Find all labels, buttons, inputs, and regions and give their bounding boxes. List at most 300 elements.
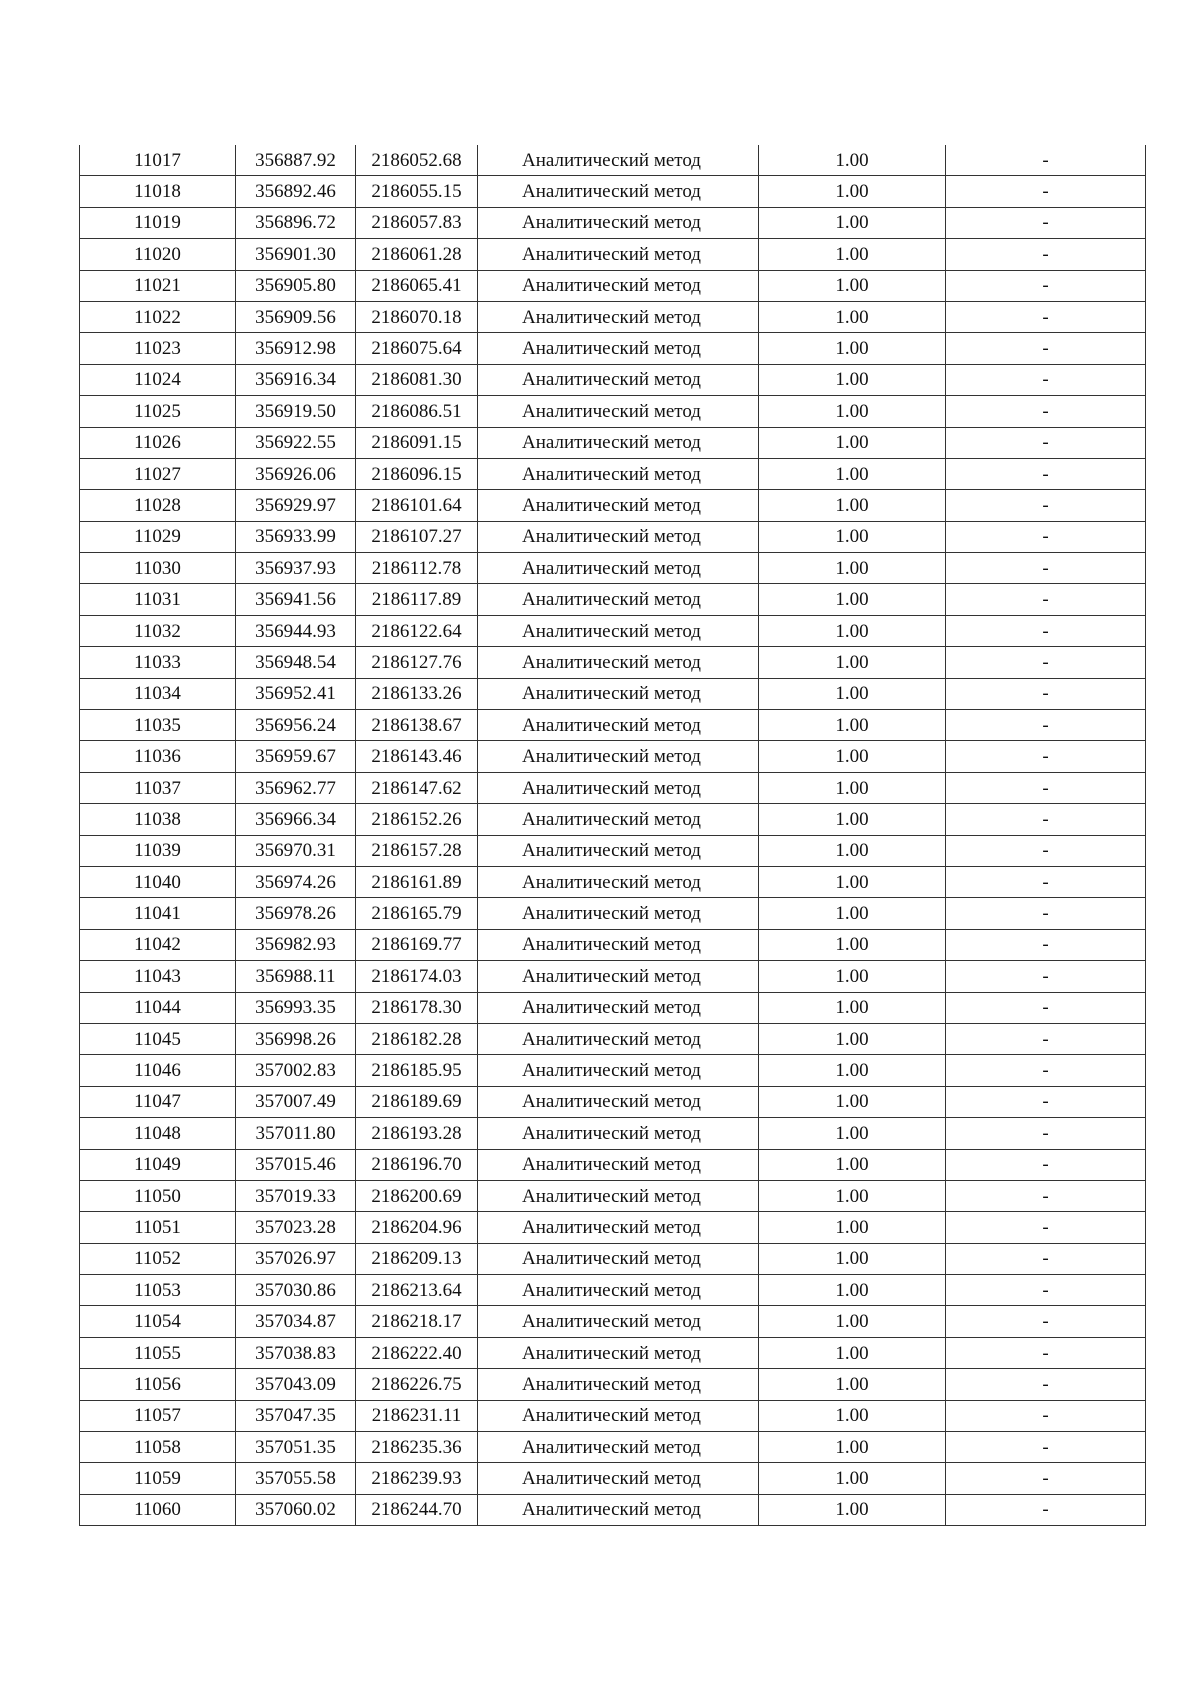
x-coordinate-cell: 356905.80 bbox=[236, 270, 356, 301]
point-number-cell: 11037 bbox=[80, 772, 236, 803]
table-row bbox=[80, 929, 1146, 960]
note-cell: - bbox=[946, 1275, 1146, 1306]
note-cell: - bbox=[946, 364, 1146, 395]
accuracy-cell: 1.00 bbox=[759, 961, 946, 992]
table-row bbox=[80, 145, 1146, 176]
x-coordinate-cell: 357055.58 bbox=[236, 1463, 356, 1494]
y-coordinate-cell: 2186112.78 bbox=[356, 553, 478, 584]
point-number-cell: 11030 bbox=[80, 553, 236, 584]
table-row bbox=[80, 1086, 1146, 1117]
y-coordinate-cell: 2186182.28 bbox=[356, 1023, 478, 1054]
note-cell: - bbox=[946, 270, 1146, 301]
y-coordinate-cell: 2186075.64 bbox=[356, 333, 478, 364]
note-cell: - bbox=[946, 929, 1146, 960]
note-cell: - bbox=[946, 961, 1146, 992]
method-cell: Аналитический метод bbox=[478, 1275, 759, 1306]
note-cell: - bbox=[946, 1118, 1146, 1149]
method-cell: Аналитический метод bbox=[478, 490, 759, 521]
y-coordinate-cell: 2186209.13 bbox=[356, 1243, 478, 1274]
y-coordinate-cell: 2186235.36 bbox=[356, 1432, 478, 1463]
point-number-cell: 11046 bbox=[80, 1055, 236, 1086]
accuracy-cell: 1.00 bbox=[759, 176, 946, 207]
point-number-cell: 11040 bbox=[80, 866, 236, 897]
method-cell: Аналитический метод bbox=[478, 1400, 759, 1431]
method-cell: Аналитический метод bbox=[478, 207, 759, 238]
table-row bbox=[80, 1149, 1146, 1180]
note-cell: - bbox=[946, 898, 1146, 929]
y-coordinate-cell: 2186244.70 bbox=[356, 1494, 478, 1525]
accuracy-cell: 1.00 bbox=[759, 239, 946, 270]
table-row bbox=[80, 1337, 1146, 1368]
accuracy-cell: 1.00 bbox=[759, 1243, 946, 1274]
y-coordinate-cell: 2186196.70 bbox=[356, 1149, 478, 1180]
accuracy-cell: 1.00 bbox=[759, 333, 946, 364]
x-coordinate-cell: 357060.02 bbox=[236, 1494, 356, 1525]
method-cell: Аналитический метод bbox=[478, 427, 759, 458]
point-number-cell: 11044 bbox=[80, 992, 236, 1023]
y-coordinate-cell: 2186133.26 bbox=[356, 678, 478, 709]
method-cell: Аналитический метод bbox=[478, 1180, 759, 1211]
method-cell: Аналитический метод bbox=[478, 1369, 759, 1400]
point-number-cell: 11048 bbox=[80, 1118, 236, 1149]
note-cell: - bbox=[946, 1149, 1146, 1180]
y-coordinate-cell: 2186122.64 bbox=[356, 615, 478, 646]
accuracy-cell: 1.00 bbox=[759, 1055, 946, 1086]
note-cell: - bbox=[946, 553, 1146, 584]
y-coordinate-cell: 2186117.89 bbox=[356, 584, 478, 615]
note-cell: - bbox=[946, 1337, 1146, 1368]
note-cell: - bbox=[946, 396, 1146, 427]
method-cell: Аналитический метод bbox=[478, 1306, 759, 1337]
accuracy-cell: 1.00 bbox=[759, 1212, 946, 1243]
note-cell: - bbox=[946, 1432, 1146, 1463]
point-number-cell: 11054 bbox=[80, 1306, 236, 1337]
method-cell: Аналитический метод bbox=[478, 333, 759, 364]
x-coordinate-cell: 356962.77 bbox=[236, 772, 356, 803]
table-row bbox=[80, 396, 1146, 427]
x-coordinate-cell: 356892.46 bbox=[236, 176, 356, 207]
x-coordinate-cell: 356912.98 bbox=[236, 333, 356, 364]
method-cell: Аналитический метод bbox=[478, 898, 759, 929]
table-row bbox=[80, 804, 1146, 835]
table-row bbox=[80, 490, 1146, 521]
x-coordinate-cell: 356959.67 bbox=[236, 741, 356, 772]
point-number-cell: 11017 bbox=[80, 145, 236, 176]
point-number-cell: 11035 bbox=[80, 710, 236, 741]
accuracy-cell: 1.00 bbox=[759, 427, 946, 458]
note-cell: - bbox=[946, 866, 1146, 897]
x-coordinate-cell: 356941.56 bbox=[236, 584, 356, 615]
x-coordinate-cell: 356926.06 bbox=[236, 458, 356, 489]
point-number-cell: 11049 bbox=[80, 1149, 236, 1180]
point-number-cell: 11026 bbox=[80, 427, 236, 458]
table-row bbox=[80, 207, 1146, 238]
accuracy-cell: 1.00 bbox=[759, 678, 946, 709]
point-number-cell: 11047 bbox=[80, 1086, 236, 1117]
table-row bbox=[80, 1212, 1146, 1243]
accuracy-cell: 1.00 bbox=[759, 1086, 946, 1117]
point-number-cell: 11033 bbox=[80, 647, 236, 678]
y-coordinate-cell: 2186086.51 bbox=[356, 396, 478, 427]
y-coordinate-cell: 2186165.79 bbox=[356, 898, 478, 929]
note-cell: - bbox=[946, 804, 1146, 835]
y-coordinate-cell: 2186157.28 bbox=[356, 835, 478, 866]
method-cell: Аналитический метод bbox=[478, 1494, 759, 1525]
method-cell: Аналитический метод bbox=[478, 1463, 759, 1494]
x-coordinate-cell: 356998.26 bbox=[236, 1023, 356, 1054]
note-cell: - bbox=[946, 710, 1146, 741]
y-coordinate-cell: 2186189.69 bbox=[356, 1086, 478, 1117]
point-number-cell: 11034 bbox=[80, 678, 236, 709]
table-row bbox=[80, 1275, 1146, 1306]
table-row bbox=[80, 458, 1146, 489]
table-row bbox=[80, 553, 1146, 584]
accuracy-cell: 1.00 bbox=[759, 1400, 946, 1431]
x-coordinate-cell: 357007.49 bbox=[236, 1086, 356, 1117]
table-row bbox=[80, 961, 1146, 992]
table-row bbox=[80, 301, 1146, 332]
note-cell: - bbox=[946, 207, 1146, 238]
y-coordinate-cell: 2186174.03 bbox=[356, 961, 478, 992]
note-cell: - bbox=[946, 741, 1146, 772]
point-number-cell: 11056 bbox=[80, 1369, 236, 1400]
x-coordinate-cell: 356919.50 bbox=[236, 396, 356, 427]
method-cell: Аналитический метод bbox=[478, 835, 759, 866]
x-coordinate-cell: 356901.30 bbox=[236, 239, 356, 270]
x-coordinate-cell: 356978.26 bbox=[236, 898, 356, 929]
table-row bbox=[80, 992, 1146, 1023]
x-coordinate-cell: 357047.35 bbox=[236, 1400, 356, 1431]
y-coordinate-cell: 2186204.96 bbox=[356, 1212, 478, 1243]
note-cell: - bbox=[946, 301, 1146, 332]
y-coordinate-cell: 2186096.15 bbox=[356, 458, 478, 489]
accuracy-cell: 1.00 bbox=[759, 521, 946, 552]
x-coordinate-cell: 356966.34 bbox=[236, 804, 356, 835]
note-cell: - bbox=[946, 647, 1146, 678]
method-cell: Аналитический метод bbox=[478, 1023, 759, 1054]
point-number-cell: 11053 bbox=[80, 1275, 236, 1306]
note-cell: - bbox=[946, 1023, 1146, 1054]
method-cell: Аналитический метод bbox=[478, 145, 759, 176]
accuracy-cell: 1.00 bbox=[759, 490, 946, 521]
y-coordinate-cell: 2186138.67 bbox=[356, 710, 478, 741]
table-row bbox=[80, 333, 1146, 364]
note-cell: - bbox=[946, 427, 1146, 458]
method-cell: Аналитический метод bbox=[478, 301, 759, 332]
method-cell: Аналитический метод bbox=[478, 992, 759, 1023]
y-coordinate-cell: 2186091.15 bbox=[356, 427, 478, 458]
note-cell: - bbox=[946, 1180, 1146, 1211]
point-number-cell: 11059 bbox=[80, 1463, 236, 1494]
y-coordinate-cell: 2186055.15 bbox=[356, 176, 478, 207]
table-row bbox=[80, 1180, 1146, 1211]
note-cell: - bbox=[946, 1212, 1146, 1243]
y-coordinate-cell: 2186178.30 bbox=[356, 992, 478, 1023]
x-coordinate-cell: 357002.83 bbox=[236, 1055, 356, 1086]
accuracy-cell: 1.00 bbox=[759, 1432, 946, 1463]
x-coordinate-cell: 357038.83 bbox=[236, 1337, 356, 1368]
accuracy-cell: 1.00 bbox=[759, 1494, 946, 1525]
x-coordinate-cell: 357026.97 bbox=[236, 1243, 356, 1274]
y-coordinate-cell: 2186065.41 bbox=[356, 270, 478, 301]
accuracy-cell: 1.00 bbox=[759, 992, 946, 1023]
table-row bbox=[80, 1306, 1146, 1337]
y-coordinate-cell: 2186169.77 bbox=[356, 929, 478, 960]
y-coordinate-cell: 2186200.69 bbox=[356, 1180, 478, 1211]
x-coordinate-cell: 356896.72 bbox=[236, 207, 356, 238]
note-cell: - bbox=[946, 458, 1146, 489]
point-number-cell: 11060 bbox=[80, 1494, 236, 1525]
accuracy-cell: 1.00 bbox=[759, 835, 946, 866]
accuracy-cell: 1.00 bbox=[759, 584, 946, 615]
point-number-cell: 11051 bbox=[80, 1212, 236, 1243]
y-coordinate-cell: 2186107.27 bbox=[356, 521, 478, 552]
x-coordinate-cell: 357015.46 bbox=[236, 1149, 356, 1180]
table-row bbox=[80, 1432, 1146, 1463]
point-number-cell: 11022 bbox=[80, 301, 236, 332]
x-coordinate-cell: 356933.99 bbox=[236, 521, 356, 552]
point-number-cell: 11050 bbox=[80, 1180, 236, 1211]
note-cell: - bbox=[946, 490, 1146, 521]
method-cell: Аналитический метод bbox=[478, 1432, 759, 1463]
table-row bbox=[80, 678, 1146, 709]
accuracy-cell: 1.00 bbox=[759, 1337, 946, 1368]
x-coordinate-cell: 356974.26 bbox=[236, 866, 356, 897]
note-cell: - bbox=[946, 1463, 1146, 1494]
point-number-cell: 11028 bbox=[80, 490, 236, 521]
table-row bbox=[80, 647, 1146, 678]
accuracy-cell: 1.00 bbox=[759, 458, 946, 489]
y-coordinate-cell: 2186226.75 bbox=[356, 1369, 478, 1400]
point-number-cell: 11058 bbox=[80, 1432, 236, 1463]
note-cell: - bbox=[946, 678, 1146, 709]
method-cell: Аналитический метод bbox=[478, 678, 759, 709]
accuracy-cell: 1.00 bbox=[759, 1369, 946, 1400]
note-cell: - bbox=[946, 176, 1146, 207]
accuracy-cell: 1.00 bbox=[759, 364, 946, 395]
accuracy-cell: 1.00 bbox=[759, 615, 946, 646]
note-cell: - bbox=[946, 1306, 1146, 1337]
method-cell: Аналитический метод bbox=[478, 239, 759, 270]
y-coordinate-cell: 2186152.26 bbox=[356, 804, 478, 835]
y-coordinate-cell: 2186218.17 bbox=[356, 1306, 478, 1337]
note-cell: - bbox=[946, 333, 1146, 364]
point-number-cell: 11041 bbox=[80, 898, 236, 929]
method-cell: Аналитический метод bbox=[478, 961, 759, 992]
table-row bbox=[80, 866, 1146, 897]
coordinates-table bbox=[79, 145, 1146, 1526]
table-row bbox=[80, 835, 1146, 866]
y-coordinate-cell: 2186081.30 bbox=[356, 364, 478, 395]
x-coordinate-cell: 357019.33 bbox=[236, 1180, 356, 1211]
method-cell: Аналитический метод bbox=[478, 364, 759, 395]
x-coordinate-cell: 356956.24 bbox=[236, 710, 356, 741]
point-number-cell: 11042 bbox=[80, 929, 236, 960]
note-cell: - bbox=[946, 239, 1146, 270]
point-number-cell: 11024 bbox=[80, 364, 236, 395]
accuracy-cell: 1.00 bbox=[759, 1275, 946, 1306]
note-cell: - bbox=[946, 145, 1146, 176]
point-number-cell: 11055 bbox=[80, 1337, 236, 1368]
accuracy-cell: 1.00 bbox=[759, 553, 946, 584]
method-cell: Аналитический метод bbox=[478, 458, 759, 489]
table-row bbox=[80, 1055, 1146, 1086]
point-number-cell: 11025 bbox=[80, 396, 236, 427]
note-cell: - bbox=[946, 1055, 1146, 1086]
accuracy-cell: 1.00 bbox=[759, 1118, 946, 1149]
point-number-cell: 11052 bbox=[80, 1243, 236, 1274]
accuracy-cell: 1.00 bbox=[759, 1306, 946, 1337]
y-coordinate-cell: 2186231.11 bbox=[356, 1400, 478, 1431]
x-coordinate-cell: 356887.92 bbox=[236, 145, 356, 176]
accuracy-cell: 1.00 bbox=[759, 741, 946, 772]
point-number-cell: 11020 bbox=[80, 239, 236, 270]
accuracy-cell: 1.00 bbox=[759, 710, 946, 741]
table-row bbox=[80, 1494, 1146, 1525]
accuracy-cell: 1.00 bbox=[759, 898, 946, 929]
method-cell: Аналитический метод bbox=[478, 584, 759, 615]
table-row bbox=[80, 427, 1146, 458]
table-row bbox=[80, 1400, 1146, 1431]
y-coordinate-cell: 2186061.28 bbox=[356, 239, 478, 270]
point-number-cell: 11027 bbox=[80, 458, 236, 489]
method-cell: Аналитический метод bbox=[478, 710, 759, 741]
x-coordinate-cell: 356952.41 bbox=[236, 678, 356, 709]
x-coordinate-cell: 356937.93 bbox=[236, 553, 356, 584]
table-row bbox=[80, 270, 1146, 301]
y-coordinate-cell: 2186213.64 bbox=[356, 1275, 478, 1306]
x-coordinate-cell: 357051.35 bbox=[236, 1432, 356, 1463]
note-cell: - bbox=[946, 992, 1146, 1023]
note-cell: - bbox=[946, 1369, 1146, 1400]
y-coordinate-cell: 2186147.62 bbox=[356, 772, 478, 803]
note-cell: - bbox=[946, 1243, 1146, 1274]
accuracy-cell: 1.00 bbox=[759, 396, 946, 427]
method-cell: Аналитический метод bbox=[478, 866, 759, 897]
table-row bbox=[80, 521, 1146, 552]
accuracy-cell: 1.00 bbox=[759, 804, 946, 835]
table-row bbox=[80, 176, 1146, 207]
accuracy-cell: 1.00 bbox=[759, 647, 946, 678]
note-cell: - bbox=[946, 1086, 1146, 1117]
note-cell: - bbox=[946, 772, 1146, 803]
note-cell: - bbox=[946, 615, 1146, 646]
method-cell: Аналитический метод bbox=[478, 1055, 759, 1086]
note-cell: - bbox=[946, 1494, 1146, 1525]
point-number-cell: 11019 bbox=[80, 207, 236, 238]
method-cell: Аналитический метод bbox=[478, 1118, 759, 1149]
accuracy-cell: 1.00 bbox=[759, 207, 946, 238]
y-coordinate-cell: 2186070.18 bbox=[356, 301, 478, 332]
y-coordinate-cell: 2186127.76 bbox=[356, 647, 478, 678]
accuracy-cell: 1.00 bbox=[759, 1149, 946, 1180]
method-cell: Аналитический метод bbox=[478, 804, 759, 835]
method-cell: Аналитический метод bbox=[478, 1243, 759, 1274]
table-row bbox=[80, 615, 1146, 646]
table-row bbox=[80, 1243, 1146, 1274]
accuracy-cell: 1.00 bbox=[759, 929, 946, 960]
note-cell: - bbox=[946, 584, 1146, 615]
method-cell: Аналитический метод bbox=[478, 772, 759, 803]
point-number-cell: 11045 bbox=[80, 1023, 236, 1054]
note-cell: - bbox=[946, 835, 1146, 866]
method-cell: Аналитический метод bbox=[478, 176, 759, 207]
x-coordinate-cell: 356982.93 bbox=[236, 929, 356, 960]
x-coordinate-cell: 357023.28 bbox=[236, 1212, 356, 1243]
point-number-cell: 11029 bbox=[80, 521, 236, 552]
note-cell: - bbox=[946, 1400, 1146, 1431]
y-coordinate-cell: 2186101.64 bbox=[356, 490, 478, 521]
x-coordinate-cell: 357043.09 bbox=[236, 1369, 356, 1400]
accuracy-cell: 1.00 bbox=[759, 1023, 946, 1054]
y-coordinate-cell: 2186143.46 bbox=[356, 741, 478, 772]
point-number-cell: 11032 bbox=[80, 615, 236, 646]
accuracy-cell: 1.00 bbox=[759, 866, 946, 897]
y-coordinate-cell: 2186057.83 bbox=[356, 207, 478, 238]
x-coordinate-cell: 356929.97 bbox=[236, 490, 356, 521]
accuracy-cell: 1.00 bbox=[759, 772, 946, 803]
point-number-cell: 11043 bbox=[80, 961, 236, 992]
point-number-cell: 11057 bbox=[80, 1400, 236, 1431]
accuracy-cell: 1.00 bbox=[759, 270, 946, 301]
table-row bbox=[80, 1118, 1146, 1149]
point-number-cell: 11018 bbox=[80, 176, 236, 207]
y-coordinate-cell: 2186185.95 bbox=[356, 1055, 478, 1086]
method-cell: Аналитический метод bbox=[478, 270, 759, 301]
x-coordinate-cell: 357011.80 bbox=[236, 1118, 356, 1149]
accuracy-cell: 1.00 bbox=[759, 145, 946, 176]
table-row bbox=[80, 741, 1146, 772]
y-coordinate-cell: 2186193.28 bbox=[356, 1118, 478, 1149]
x-coordinate-cell: 356922.55 bbox=[236, 427, 356, 458]
point-number-cell: 11021 bbox=[80, 270, 236, 301]
x-coordinate-cell: 356988.11 bbox=[236, 961, 356, 992]
table-row bbox=[80, 1023, 1146, 1054]
note-cell: - bbox=[946, 521, 1146, 552]
x-coordinate-cell: 357034.87 bbox=[236, 1306, 356, 1337]
point-number-cell: 11023 bbox=[80, 333, 236, 364]
accuracy-cell: 1.00 bbox=[759, 301, 946, 332]
point-number-cell: 11031 bbox=[80, 584, 236, 615]
table-row bbox=[80, 584, 1146, 615]
table-row bbox=[80, 710, 1146, 741]
y-coordinate-cell: 2186052.68 bbox=[356, 145, 478, 176]
y-coordinate-cell: 2186239.93 bbox=[356, 1463, 478, 1494]
x-coordinate-cell: 356909.56 bbox=[236, 301, 356, 332]
accuracy-cell: 1.00 bbox=[759, 1463, 946, 1494]
point-number-cell: 11039 bbox=[80, 835, 236, 866]
x-coordinate-cell: 356944.93 bbox=[236, 615, 356, 646]
table-row bbox=[80, 239, 1146, 270]
method-cell: Аналитический метод bbox=[478, 1149, 759, 1180]
method-cell: Аналитический метод bbox=[478, 553, 759, 584]
method-cell: Аналитический метод bbox=[478, 1212, 759, 1243]
table-row bbox=[80, 772, 1146, 803]
method-cell: Аналитический метод bbox=[478, 1086, 759, 1117]
x-coordinate-cell: 356993.35 bbox=[236, 992, 356, 1023]
point-number-cell: 11036 bbox=[80, 741, 236, 772]
method-cell: Аналитический метод bbox=[478, 647, 759, 678]
method-cell: Аналитический метод bbox=[478, 1337, 759, 1368]
x-coordinate-cell: 356970.31 bbox=[236, 835, 356, 866]
table-row bbox=[80, 1369, 1146, 1400]
method-cell: Аналитический метод bbox=[478, 396, 759, 427]
point-number-cell: 11038 bbox=[80, 804, 236, 835]
method-cell: Аналитический метод bbox=[478, 929, 759, 960]
x-coordinate-cell: 357030.86 bbox=[236, 1275, 356, 1306]
method-cell: Аналитический метод bbox=[478, 741, 759, 772]
y-coordinate-cell: 2186161.89 bbox=[356, 866, 478, 897]
